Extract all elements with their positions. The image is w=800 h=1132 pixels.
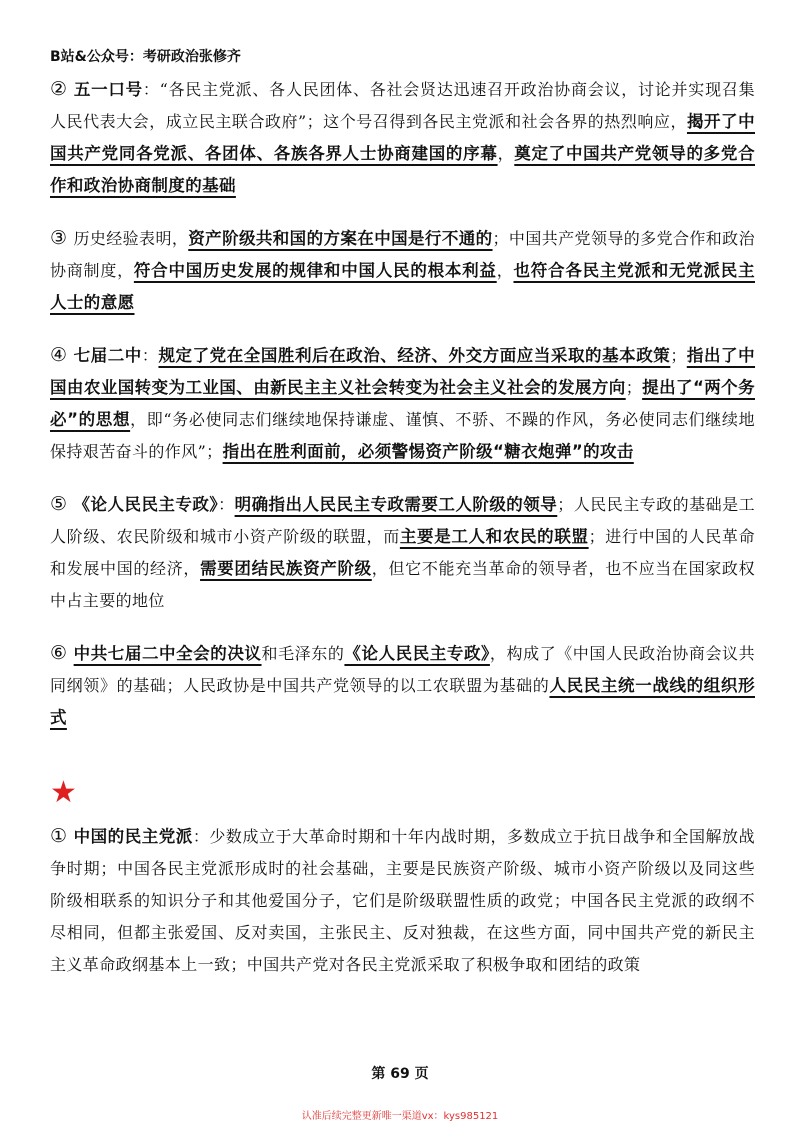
- key-point-text: 需要团结民族资产阶级: [200, 559, 372, 578]
- body-text: ，构成了《中国人民政治协商会议共同纲领》的基础；人民政协是中国共产党领导的以工农联盟为基础的: [50, 644, 756, 695]
- star-icon: ★: [50, 775, 77, 810]
- body-text: ，: [496, 261, 514, 280]
- body-text: 历史经验表明，: [73, 229, 189, 248]
- body-text: ，即“务必使同志们继续地保持谦虚、谨慎、不骄、不躁的作风，务必使同志们继续地保持艰苦奋斗的作风”；: [50, 410, 755, 461]
- body-text: ；中国共产党领导的多党合作和政治协商制度，: [50, 229, 755, 280]
- body-text: ：: [141, 346, 159, 365]
- key-point-text: 奠定了中国共产党领导的多党合作和政治协商制度的基础: [50, 144, 755, 195]
- key-point-text: 规定了党在全国胜利后在政治、经济、外交方面应当采取的基本政策: [158, 346, 671, 365]
- key-point-text: 符合中国历史发展的规律和中国人民的根本利益: [133, 261, 497, 280]
- body-text: 和毛泽东的: [261, 644, 345, 663]
- bold-text: 五一口号: [73, 80, 143, 99]
- list-item: [50, 488, 755, 617]
- bold-text: 中国的民主党派: [73, 827, 193, 846]
- bold-text: 《论人民民主专政》: [73, 495, 219, 514]
- body-text: ；: [670, 346, 687, 365]
- key-point-text: 也符合各民主党派和无党派民主人士的意愿: [50, 261, 755, 312]
- page-number: 第 69 页: [371, 1066, 429, 1082]
- list-item: [50, 222, 755, 319]
- key-point-text: 中共七届二中全会的决议: [73, 644, 262, 663]
- page-header: B站&公众号：考研政治张修齐: [50, 49, 241, 65]
- body-text: ：: [218, 495, 235, 514]
- watermark: 认准后续完整更新唯一渠道vx：kys985121: [301, 1111, 499, 1122]
- section2-list: [50, 820, 755, 981]
- item-number: ④: [50, 344, 68, 366]
- list-item: [50, 820, 755, 981]
- bold-text: 七届二中: [73, 346, 142, 365]
- key-point-text: 人民民主统一战线的组织形式: [50, 676, 755, 727]
- item-number: ①: [50, 825, 68, 847]
- item-number: ⑤: [50, 493, 68, 515]
- body-text: ：“各民主党派、各人民团体、各社会贤达迅速召开政治协商会议，讨论并实现召集人民代表大会，成立民主联合政府”；这个号召得到各民主党派和社会各界的热烈响应，: [50, 80, 755, 131]
- key-point-text: 提出了“两个务必”的思想: [50, 378, 755, 429]
- list-item: [50, 73, 755, 202]
- item-number: ②: [50, 78, 68, 100]
- item-number: ③: [50, 227, 68, 249]
- body-text: ；人民民主专政的基础是工人阶级、农民阶级和城市小资产阶级的联盟，而: [50, 495, 755, 546]
- key-point-text: 资产阶级共和国的方案在中国是行不通的: [188, 229, 493, 248]
- body-text: ，: [497, 144, 515, 163]
- key-point-text: 主要是工人和农民的联盟: [399, 527, 589, 546]
- key-point-text: 指出了中国由农业国转变为工业国、由新民主主义社会转变为社会主义社会的发展方向: [50, 346, 756, 397]
- key-point-text: 揭开了中国共产党同各党派、各团体、各族各界人士协商建国的序幕: [50, 112, 755, 163]
- items-list: [50, 73, 755, 734]
- body-text: ；: [625, 378, 643, 397]
- body-text: ：少数成立于大革命时期和十年内战时期，多数成立于抗日战争和全国解放战争时期；中国各民主党派形成时的社会基础，主要是民族资产阶级、城市小资产阶级以及同这些阶级相联系的知识分子和其他爱国分子，它们是阶级联盟性质的政党；中国各民主党派的政纲不尽相同，但都主张爱国、反对卖国，主张民主、反对独裁，在这些方面，同中国共产党的新民主主义革命政纲基本上一致；中国共产党对各民主党派采取了积极争取和团结的政策: [50, 827, 755, 974]
- body-text: ；进行中国的人民革命和发展中国的经济，: [50, 527, 755, 578]
- body-text: ，但它不能充当革命的领导者，也不应当在国家政权中占主要的地位: [50, 559, 756, 610]
- key-point-text: 《论人民民主专政》: [344, 644, 490, 663]
- list-item: [50, 339, 755, 468]
- list-item: [50, 637, 755, 734]
- key-point-text: 指出在胜利面前，必须警惕资产阶级“糖衣炮弹”的攻击: [222, 442, 634, 461]
- main-content: [50, 73, 755, 981]
- key-point-text: 明确指出人民民主专政需要工人阶级的领导: [234, 495, 558, 514]
- item-number: ⑥: [50, 642, 68, 664]
